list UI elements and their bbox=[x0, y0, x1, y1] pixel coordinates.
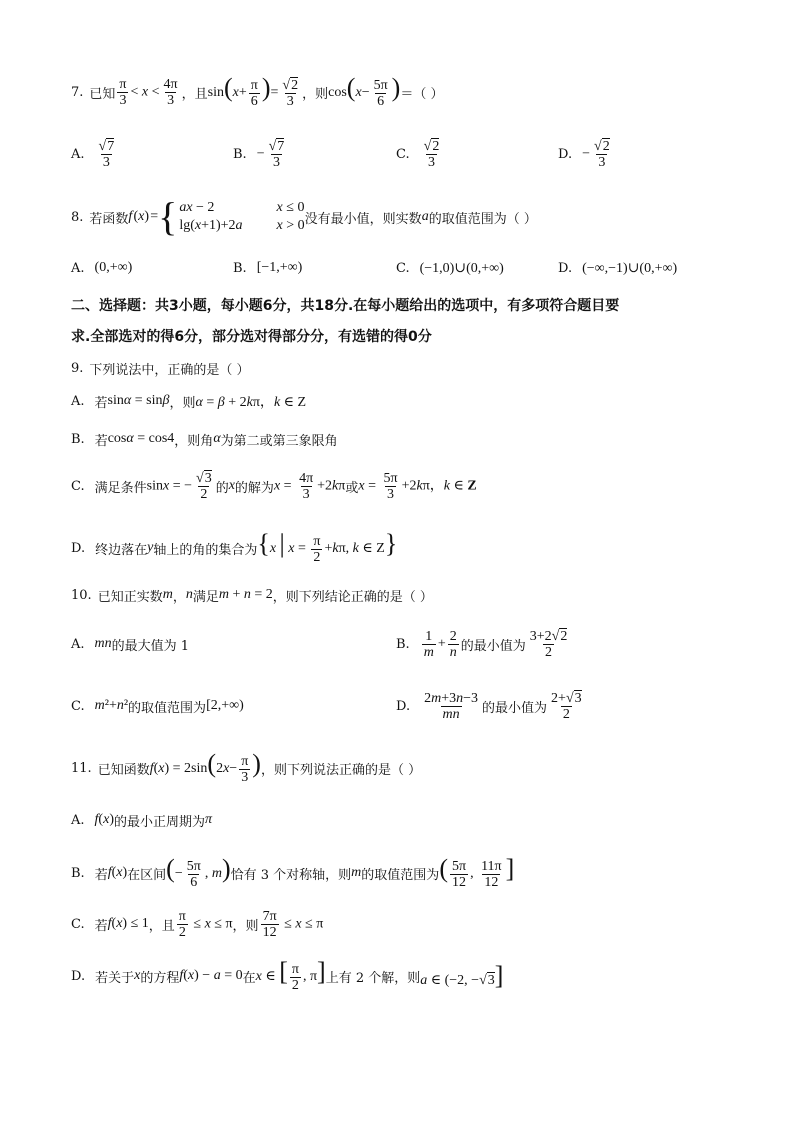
q11-option-c: C. 若 f(x) ≤ 1 ，且 $\frac{\pi}{2}$ ≤ x ≤ π ，则 $\frac{7\pi}{12}$ ≤ x ≤ π bbox=[71, 908, 324, 940]
q8-option-a: A. (0,+∞) bbox=[71, 260, 133, 276]
section-heading-cont: 求.全部选对的得6分，部分选对得部分分，有选错的得0分 bbox=[71, 329, 432, 345]
question-9-stem: 9. 下列说法中，正确的是（ ） bbox=[71, 360, 250, 378]
question-8-stem: 8. 若函数 f ( x ) = { ax − 2 x ≤ 0 lg(x+1)+2a x > 0 没有最小值，则实数 a 的取值范围为（ ） bbox=[71, 194, 537, 239]
q9-option-d: D. 终边落在 y 轴上的角的集合为 {x | x = $\frac{\pi}{2}$ +kπ, k ∈ Z} bbox=[71, 529, 398, 565]
question-10-stem: 10. 已知正实数 m ， n 满足 m + n = 2 ，则下列结论正确的是（ ） bbox=[71, 587, 433, 605]
q10-option-a: A. mn 的最大值为 1 bbox=[71, 636, 190, 654]
q10-option-c: C. m²+n² 的取值范围为 [2,+∞) bbox=[71, 698, 244, 716]
q8-option-d: D. (−∞,−1)∪(0,+∞) bbox=[558, 260, 678, 276]
math-expression: cos(x− $\frac{5\pi}{6}$ ) bbox=[328, 73, 401, 109]
math-expression: sin(x+ $\frac{\pi}{6}$ )= $\frac{√2}{3}$ bbox=[207, 73, 299, 109]
q9-option-a: A. 若 sinα = sinβ ，则 α = β + 2kπ，k ∈ Z bbox=[71, 393, 307, 411]
q10-option-b: B. $\frac{1}{m}$ + $\frac{2}{n}$ 的最小值为 $\frac{3+2√2}{2}$ bbox=[396, 628, 568, 660]
q9-option-b: B. 若 cosα = cos4 ，则角 α 为第二或第三象限角 bbox=[71, 431, 338, 449]
math-expression: $\frac{\pi}{3}$ < x < $\frac{4\pi}{3}$ bbox=[119, 76, 178, 108]
q11-option-a: A. f(x) 的最小正周期为 π bbox=[71, 812, 213, 830]
q11-option-b: B. 若 f(x) 在区间 (− $\frac{5\pi}{6}$ , m) 恰有 3 个对称轴，则 m 的取值范围为 ( $\frac{5\pi}{12}$ , $\frac{11\pi}{12}$ ] bbox=[71, 854, 515, 890]
q11-option-d: D. 若关于 x 的方程 f(x) − a = 0 在 x ∈ [ $\frac{\pi}{2}$ , π] 上有 2 个解，则 a ∈ (−2, −√3] bbox=[71, 957, 504, 993]
q7-option-b: B. − $\frac{√7}{3}$ bbox=[233, 138, 285, 170]
q7-option-a: A. $\frac{√7}{3}$ bbox=[71, 138, 115, 170]
q7-option-c: C. $\frac{√2}{3}$ bbox=[396, 138, 440, 170]
q8-option-b: B. [−1,+∞) bbox=[233, 260, 303, 276]
q7-option-d: D. − $\frac{√2}{3}$ bbox=[558, 138, 610, 170]
q9-option-c: C. 满足条件 sinx = − $\frac{√3}{2}$ 的 x 的解为 x = $\frac{4\pi}{3}$ +2kπ 或 x = $\frac{5\pi}{3}$ +2kπ，k ∈ Z bbox=[71, 470, 477, 502]
question-7-stem: 7. 已知 $\frac{\pi}{3}$ < x < $\frac{4\pi}{3}$ ，且 sin(x+ $\frac{\pi}{6}$ )= $\frac{√2}{3}$ ，则 cos(x− $\frac{5\pi}{6}$ ) ＝（ ） bbox=[71, 73, 444, 109]
math-expression: f ( x ) = { ax − 2 x ≤ 0 lg(x+1)+2a x > 0 bbox=[128, 194, 305, 239]
question-11-stem: 11. 已知函数 f(x) = 2sin(2x− $\frac{\pi}{3}$ ) ，则下列说法正确的是（ ） bbox=[71, 749, 422, 785]
q10-option-d: D. $\frac{2m+3n-3}{mn}$ 的最小值为 $\frac{2+√3}{2}$ bbox=[396, 690, 582, 722]
section-heading: 二、选择题：共3小题，每小题6分，共18分.在每小题给出的选项中，有多项符合题目要 bbox=[71, 298, 620, 314]
q8-option-c: C. (−1,0)∪(0,+∞) bbox=[396, 260, 504, 276]
